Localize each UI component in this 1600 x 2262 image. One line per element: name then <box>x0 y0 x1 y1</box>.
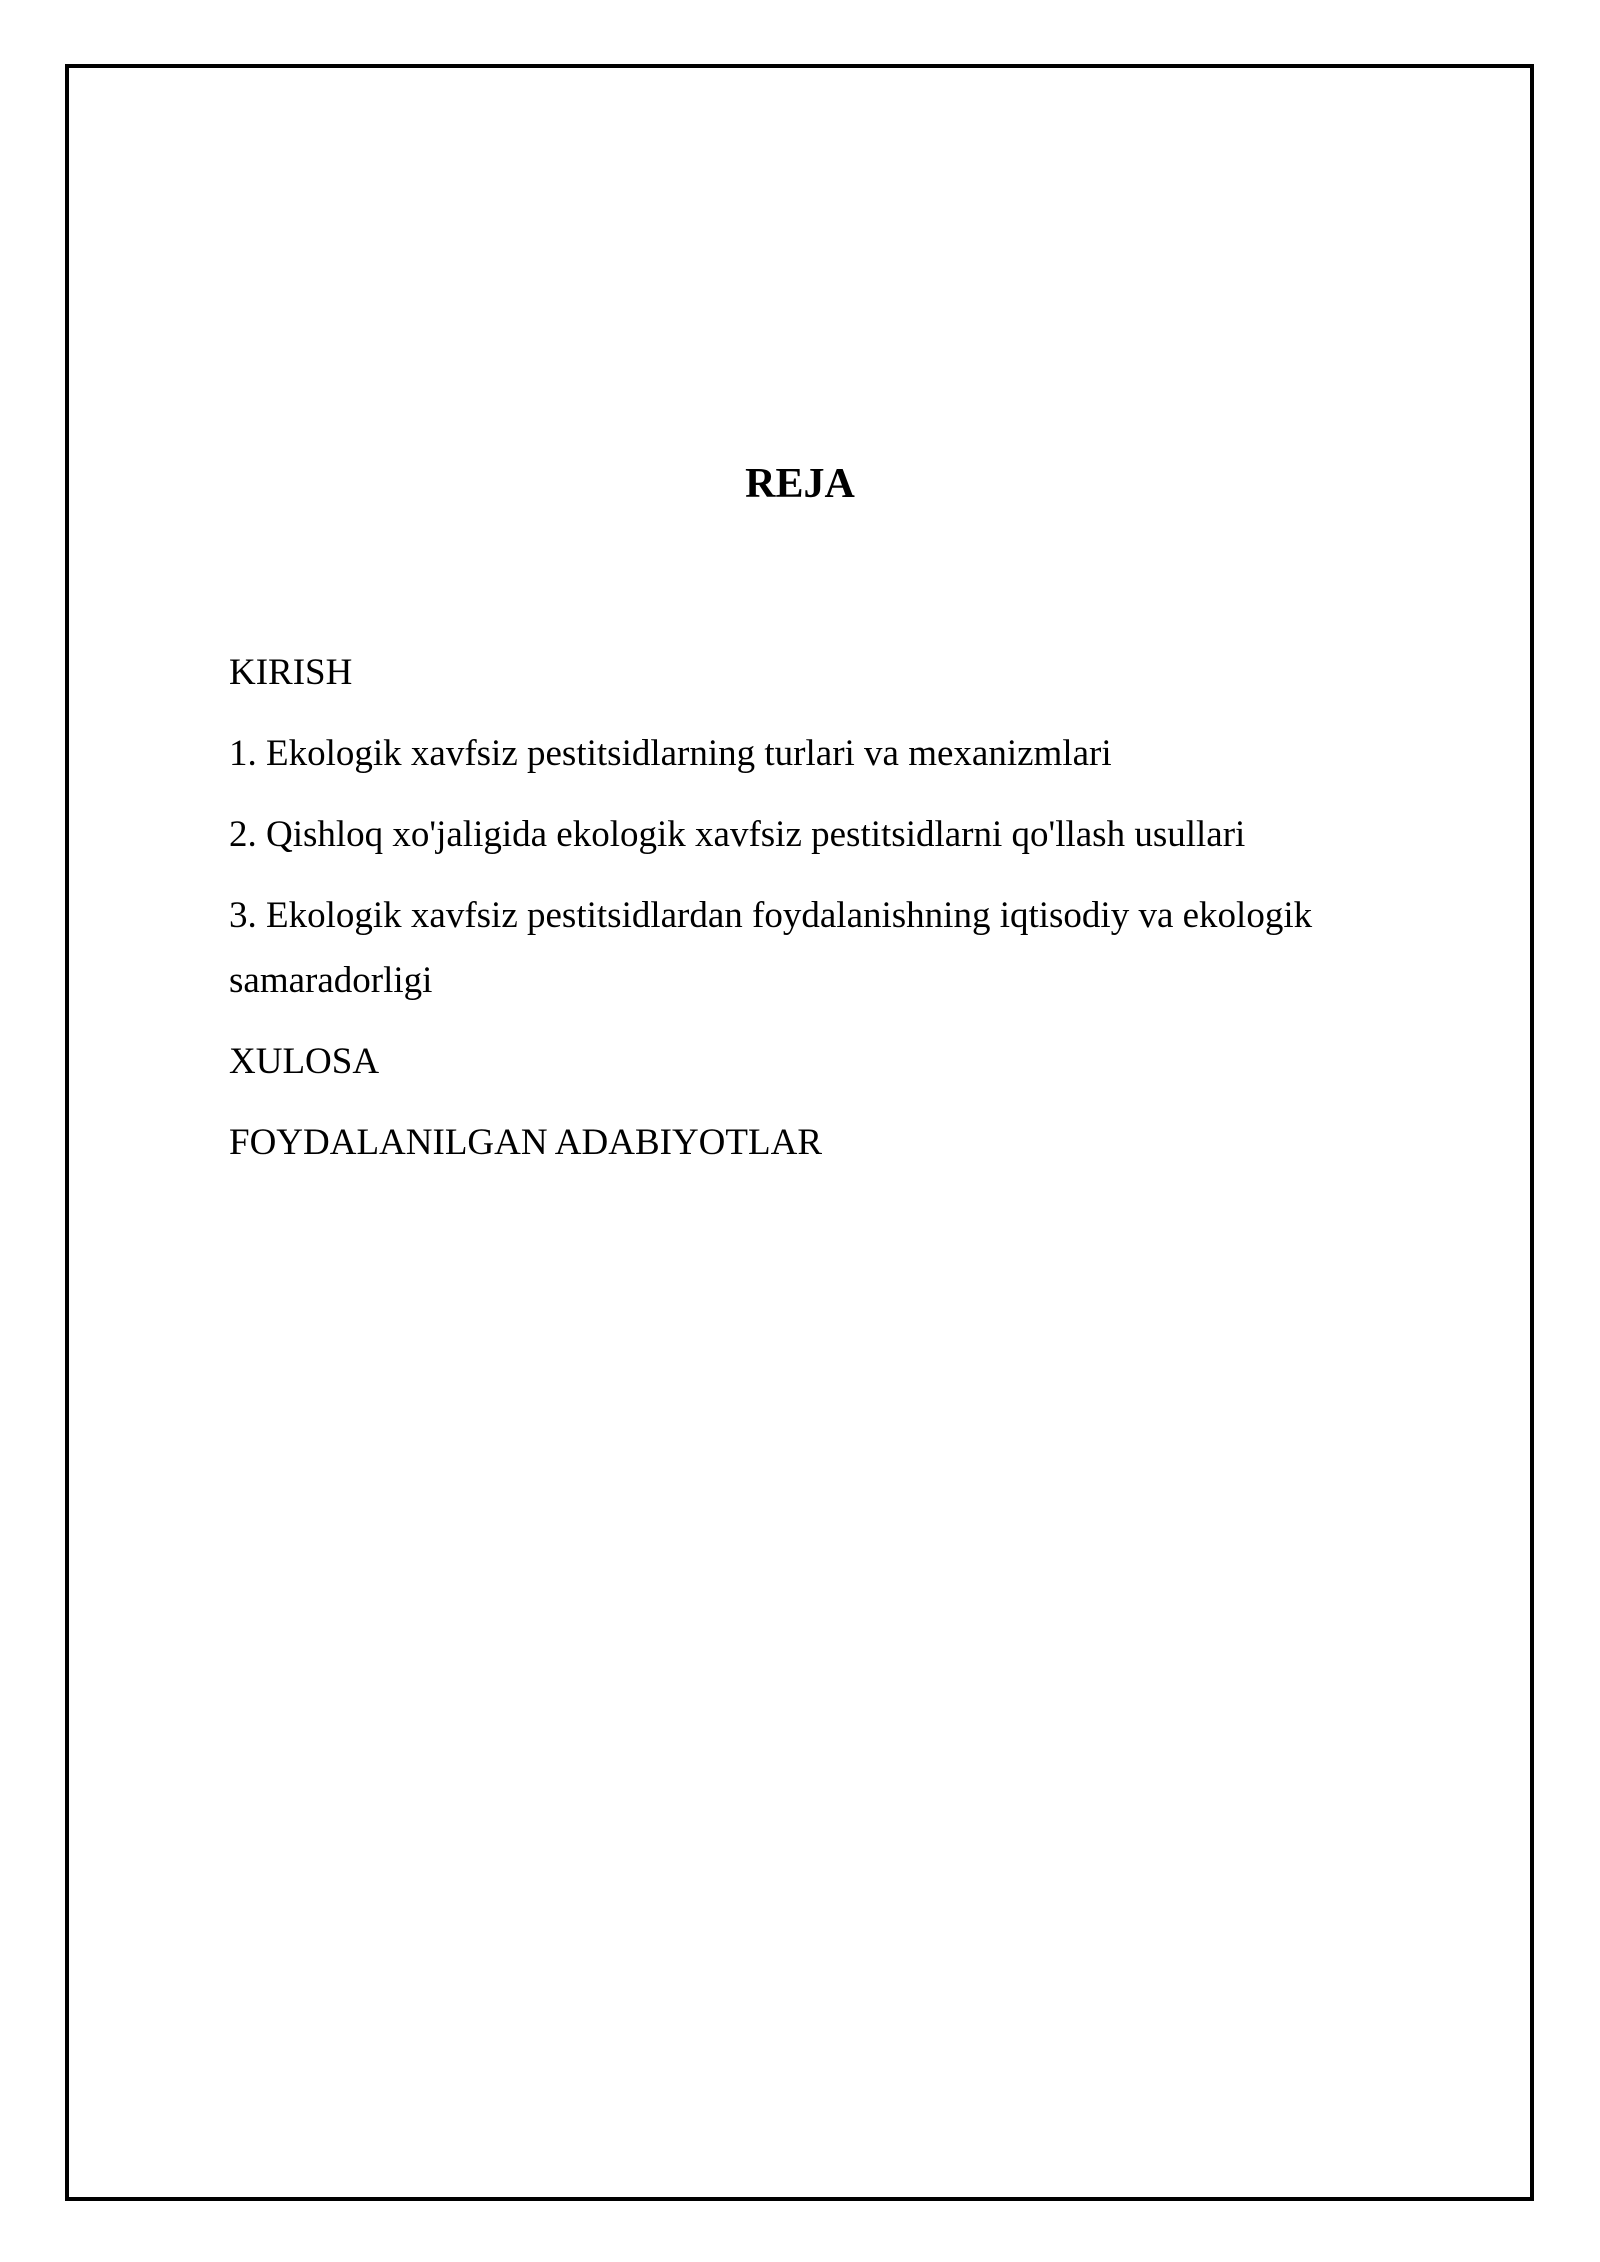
plan-item-1: 1. Ekologik xavfsiz pestitsidlarning turlari va mexanizmlari <box>229 733 1112 774</box>
plan-item-3: 3. Ekologik xavfsiz pestitsidlardan foydalanishning iqtisodiy va ekologik samaradorligi <box>229 895 1313 1001</box>
plan-item-conclusion: XULOSA <box>229 1041 380 1082</box>
plan-item-2: 2. Qishloq xo'jaligida ekologik xavfsiz pestitsidlarni qo'llash usullari <box>229 814 1246 855</box>
plan-item-references: FOYDALANILGAN ADABIYOTLAR <box>229 1122 822 1163</box>
plan-list <box>229 640 1379 1191</box>
plan-item-introduction: KIRISH <box>229 652 353 693</box>
page-title: REJA <box>745 461 855 507</box>
